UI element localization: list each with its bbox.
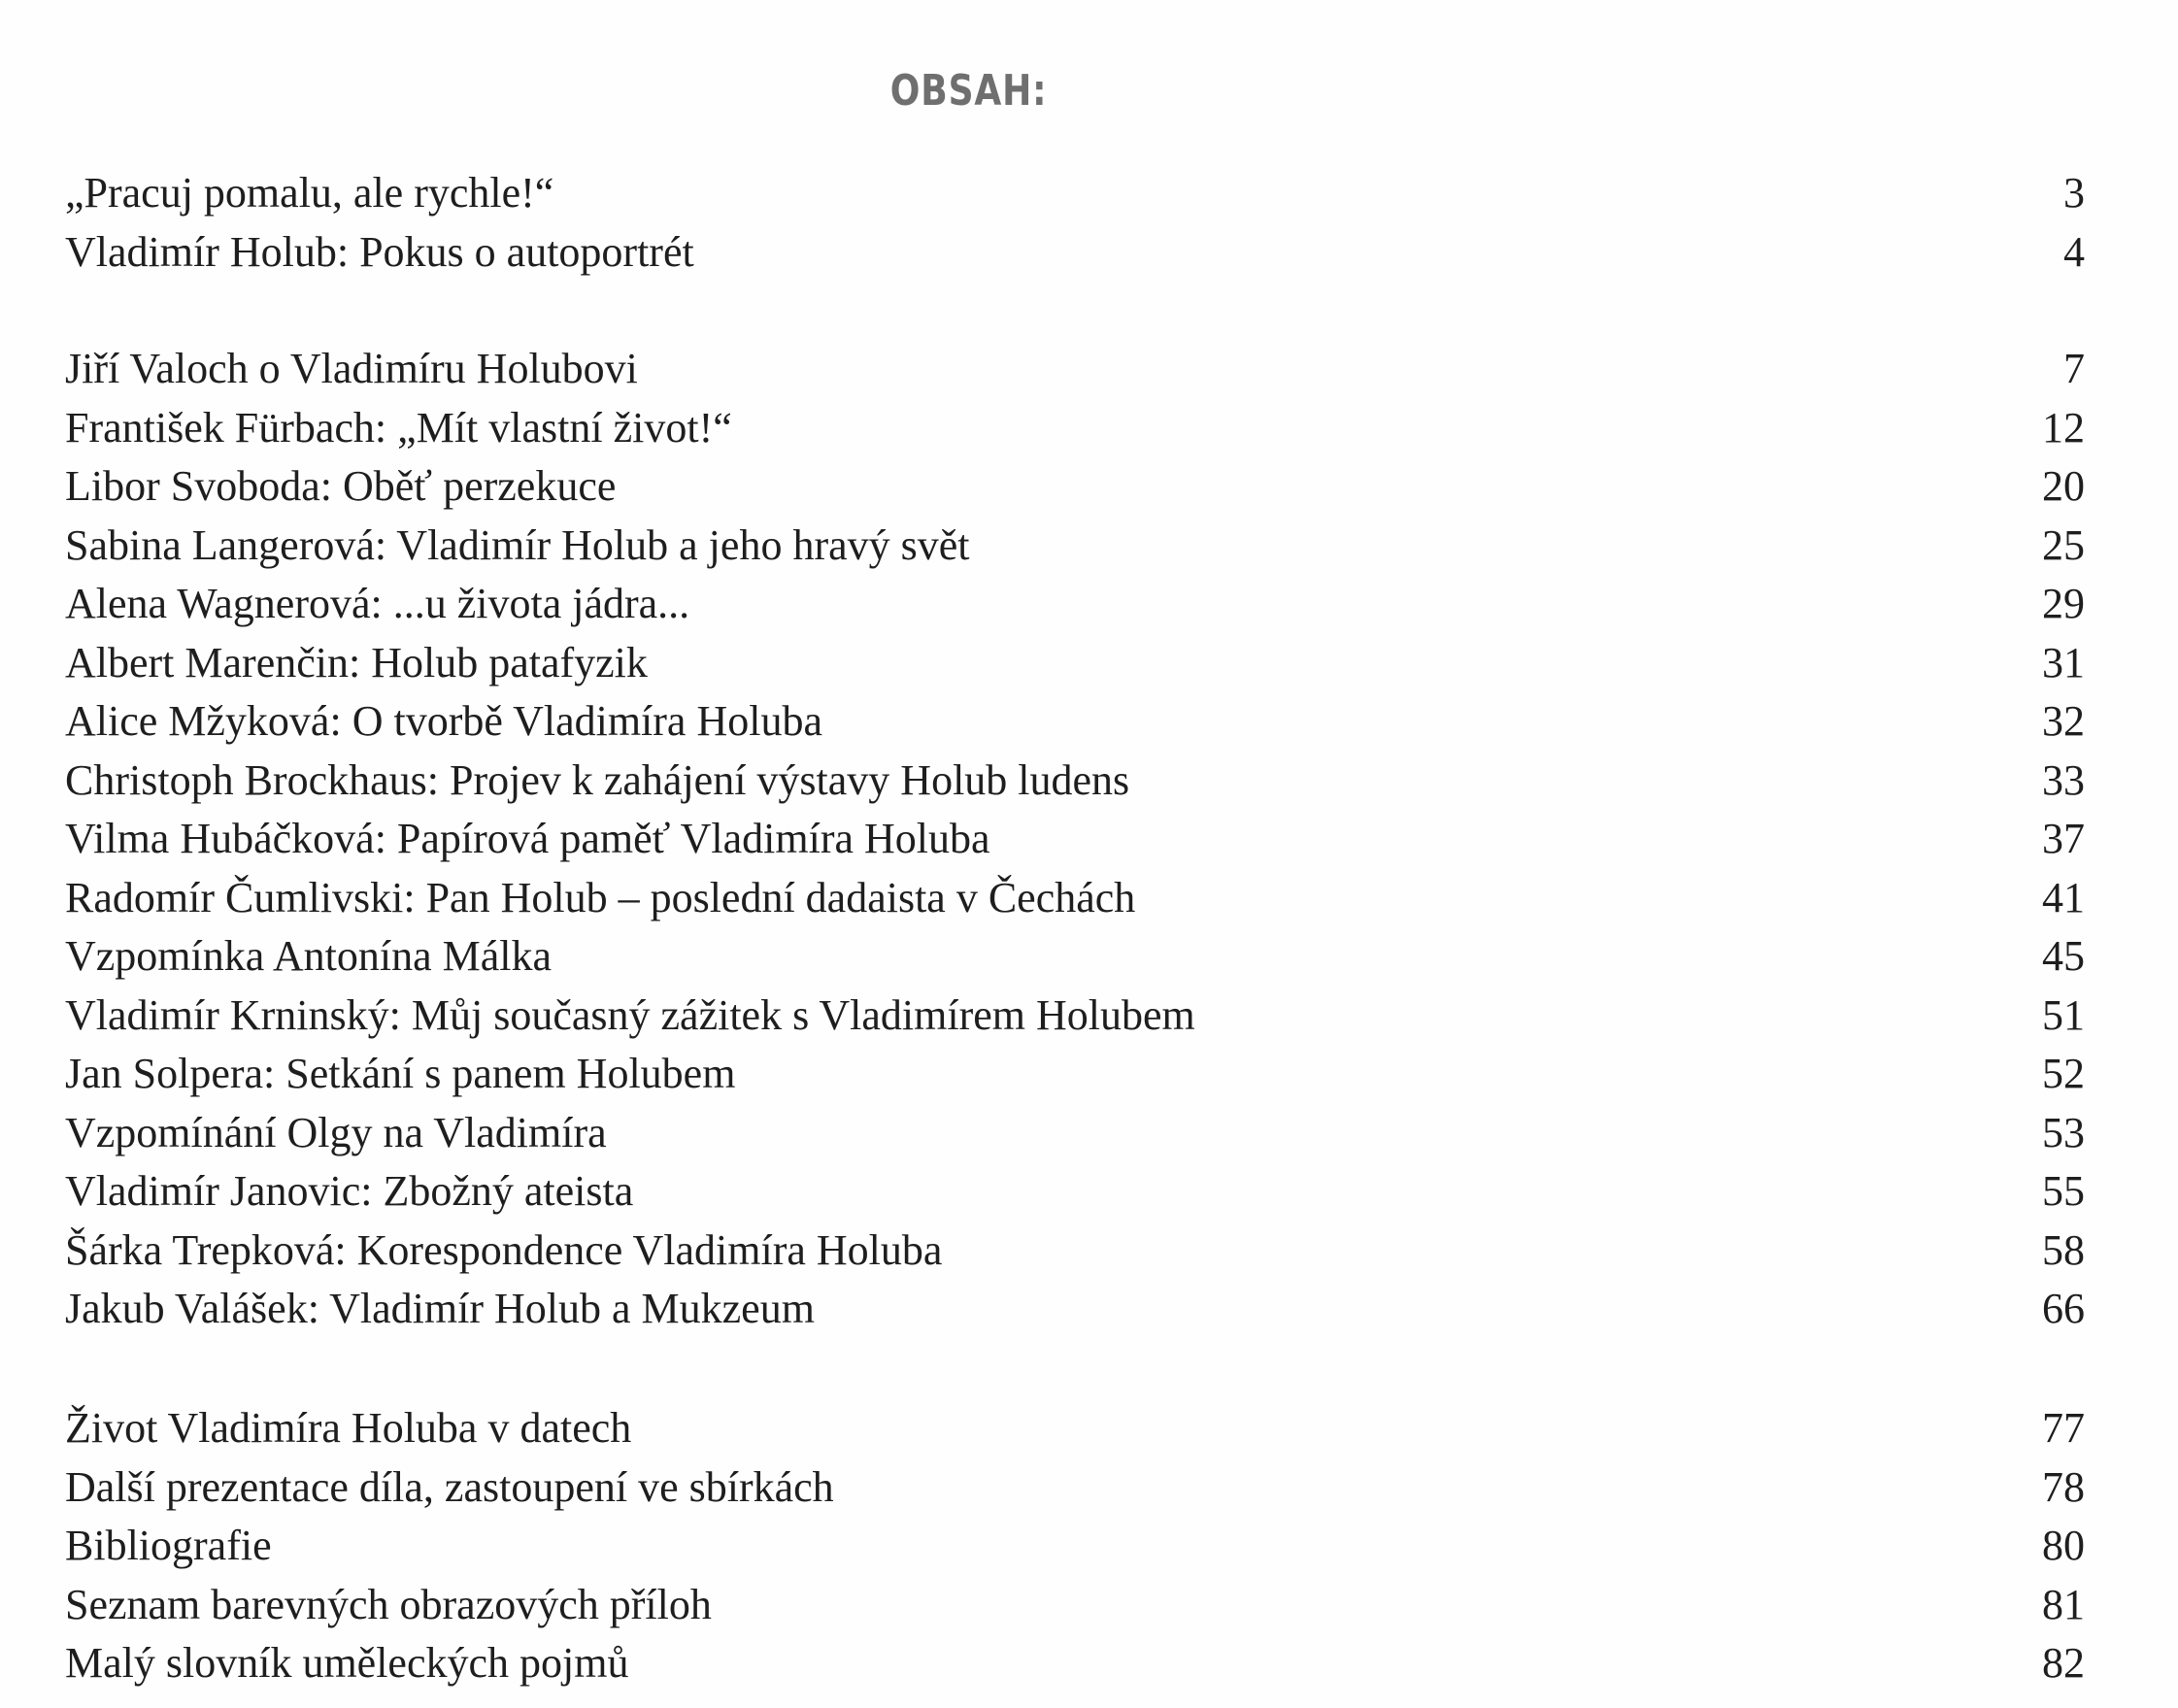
toc-entry: [65, 517, 2085, 576]
toc-entry-title: Bibliografie: [65, 1522, 272, 1569]
toc-entry-title: Alice Mžyková: O tvorbě Vladimíra Holuba: [65, 697, 822, 745]
toc-entry-title: Sabina Langerová: Vladimír Holub a jeho hravý svět: [65, 520, 970, 569]
toc-entry-title: Radomír Čumlivski: Pan Holub – poslední dadaista v Čechách: [65, 873, 1136, 921]
toc-entry-page: 66: [2042, 1285, 2085, 1332]
toc-entry-title: Vladimír Janovic: Zbožný ateista: [65, 1167, 634, 1215]
toc-entry-title: Malý slovník uměleckých pojmů: [65, 1639, 629, 1687]
toc-entry: [65, 692, 2085, 752]
toc-entry-title: Život Vladimíra Holuba v datech: [65, 1404, 632, 1452]
toc-entry-page: 3: [2063, 169, 2085, 217]
toc-entry: [65, 1399, 2085, 1458]
toc-entry-title: Vzpomínání Olgy na Vladimíra: [65, 1108, 607, 1156]
toc-entry-title: Jakub Valášek: Vladimír Holub a Mukzeum: [65, 1285, 815, 1332]
toc-entry-page: 4: [2063, 227, 2085, 276]
toc-entry-page: 37: [2042, 815, 2085, 862]
toc-entry-page: 12: [2042, 403, 2085, 452]
toc-section-appendix: [65, 1399, 2085, 1693]
toc-entry: [65, 164, 2085, 223]
toc-entry-page: 58: [2042, 1225, 2085, 1274]
toc-section-intro: [65, 164, 2085, 282]
toc-entry-page: 51: [2042, 990, 2085, 1039]
toc-entry: [65, 399, 2085, 458]
toc-entry: [65, 340, 2085, 399]
toc-entry-page: 77: [2042, 1404, 2085, 1452]
toc-entry-title: Jiří Valoch o Vladimíru Holubovi: [65, 345, 638, 392]
toc-entry-page: 45: [2042, 932, 2085, 980]
toc-entry: [65, 987, 2085, 1046]
toc-entry-page: 52: [2042, 1050, 2085, 1097]
toc-entry-page: 41: [2042, 873, 2085, 921]
toc-entry-title: Libor Svoboda: Oběť perzekuce: [65, 462, 617, 510]
toc-entry-page: 82: [2042, 1639, 2085, 1687]
toc-entry-page: 29: [2042, 580, 2085, 627]
toc-entry-page: 31: [2042, 638, 2085, 687]
toc-entry-page: 7: [2063, 345, 2085, 392]
toc-entry: [65, 810, 2085, 869]
toc-entry: [65, 1458, 2085, 1518]
toc-entry-title: Christoph Brockhaus: Projev k zahájení výstavy Holub ludens: [65, 755, 1130, 804]
toc-entry-title: Alena Wagnerová: ...u života jádra...: [65, 580, 690, 627]
toc-entry-title: Vilma Hubáčková: Papírová paměť Vladimíra Holuba: [65, 815, 990, 862]
toc-entry: [65, 1162, 2085, 1222]
toc-entry-title: Seznam barevných obrazových příloh: [65, 1580, 712, 1628]
toc-entry: [65, 927, 2085, 987]
toc-entry: [65, 869, 2085, 928]
toc-entry-page: 33: [2042, 755, 2085, 804]
toc-entry: [65, 1517, 2085, 1576]
toc-entry: [65, 1634, 2085, 1693]
toc-entry-title: Další prezentace díla, zastoupení ve sbírkách: [65, 1462, 834, 1511]
toc-entry: [65, 457, 2085, 517]
toc-entry: [65, 752, 2085, 811]
toc-entry-page: 32: [2042, 697, 2085, 745]
toc-entry-title: Albert Marenčin: Holub patafyzik: [65, 638, 648, 687]
toc-entry-page: 80: [2042, 1522, 2085, 1569]
toc-entry-title: Vzpomínka Antonína Málka: [65, 932, 553, 980]
toc-entry-title: Šárka Trepková: Korespondence Vladimíra Holuba: [65, 1225, 943, 1274]
toc-entry: [65, 634, 2085, 693]
toc-entry-page: 78: [2042, 1462, 2085, 1511]
toc-entry-page: 55: [2042, 1167, 2085, 1215]
toc-entry-title: František Fürbach: „Mít vlastní život!“: [65, 403, 732, 452]
toc-entry: [65, 1222, 2085, 1281]
toc-entry-page: 53: [2042, 1108, 2085, 1156]
toc-entry-page: 81: [2042, 1580, 2085, 1628]
toc-entry: [65, 1576, 2085, 1635]
toc-entry: [65, 223, 2085, 283]
toc-entry: [65, 575, 2085, 634]
toc-entry-title: „Pracuj pomalu, ale rychle!“: [65, 169, 554, 217]
toc-entry-page: 20: [2042, 462, 2085, 510]
toc-section-essays: [65, 340, 2085, 1339]
toc-entry: [65, 1104, 2085, 1163]
toc-entry: [65, 1045, 2085, 1104]
toc-entry-title: Vladimír Holub: Pokus o autoportrét: [65, 227, 694, 276]
toc-entry-title: Jan Solpera: Setkání s panem Holubem: [65, 1050, 736, 1097]
toc-entry: [65, 1280, 2085, 1339]
page-title: OBSAH:: [889, 66, 1048, 116]
toc-entry-title: Vladimír Krninský: Můj současný zážitek s Vladimírem Holubem: [65, 990, 1195, 1039]
toc-entry-page: 25: [2042, 520, 2085, 569]
